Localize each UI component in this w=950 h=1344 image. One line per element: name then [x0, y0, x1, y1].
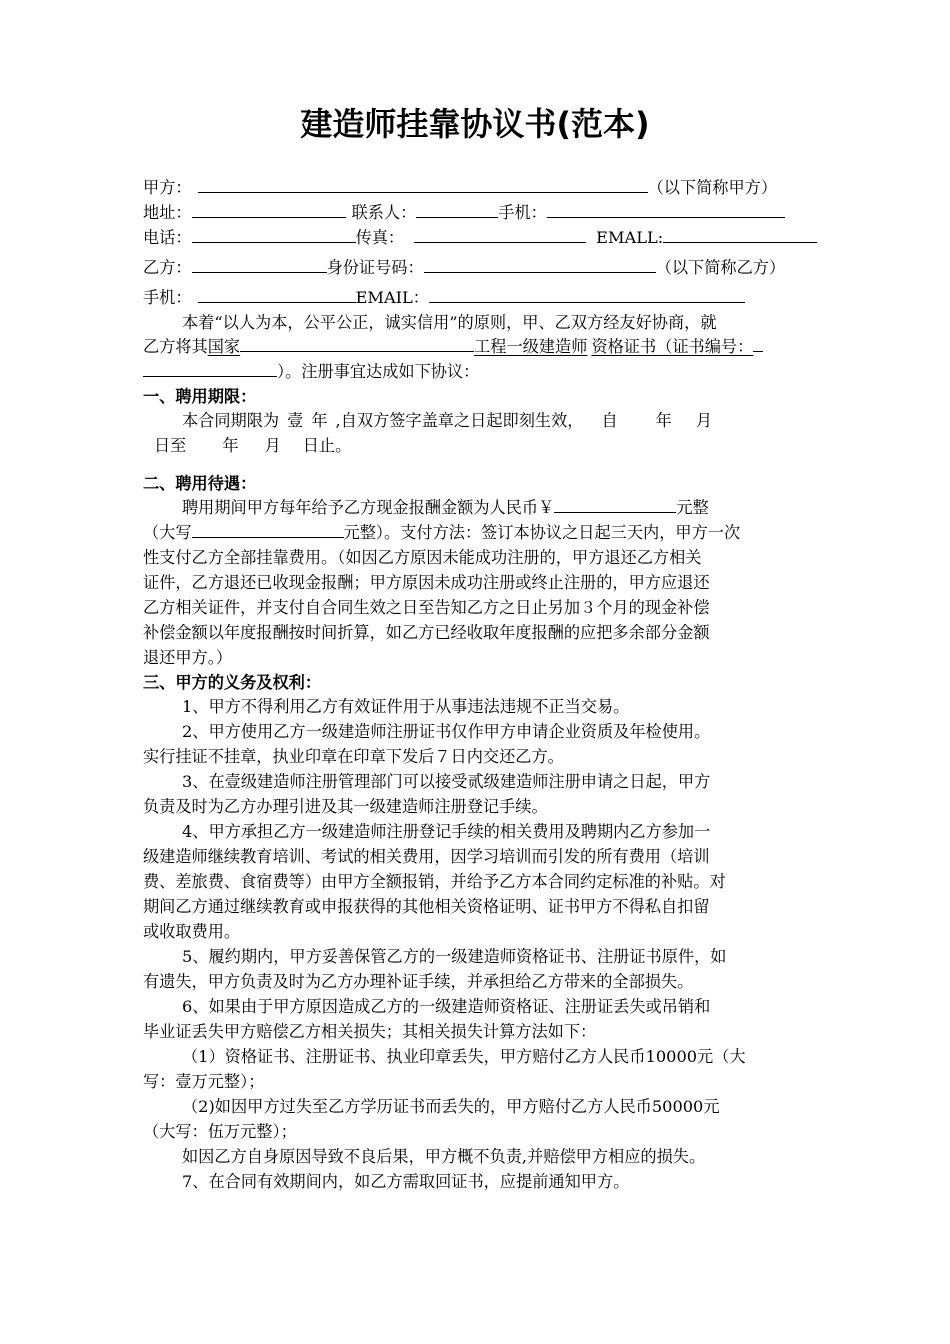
party-a-phone-line	[143, 226, 813, 250]
intro-line-1: 本着“以人为本，公平公正，诚实信用”的原则，甲、乙双方经友好协商，就	[182, 313, 717, 332]
section-2-line-1	[182, 496, 813, 520]
document-title: 建造师挂靠协议书(范本)	[300, 105, 650, 143]
amount-blank	[554, 496, 676, 513]
clause-line: （大写：伍万元整）；	[143, 1122, 297, 1141]
party-a-email-label: EMALL:	[596, 228, 664, 247]
term-year-unit: 年	[311, 411, 328, 430]
clause-line: 或收取费用。	[143, 922, 241, 941]
certificate-label: 资格证书	[591, 337, 657, 356]
clause-line: 期间乙方通过继续教育或申报获得的其他相关资格证明、证书甲方不得私自扣留	[143, 897, 710, 916]
party-a-suffix: （以下简称甲方）	[647, 178, 778, 197]
party-a-line	[143, 176, 813, 200]
party-b-label: 乙方：	[143, 258, 192, 277]
section-2-line-4: 证件，乙方退还已收现金报酬；甲方原因未成功注册或终止注册的，甲方应退还	[143, 573, 710, 592]
party-b-suffix: （以下简称乙方）	[655, 258, 786, 277]
intro-text-3: ）。注册事宜达成如下协议：	[277, 362, 480, 381]
id-number-label: 身份证号码：	[326, 258, 424, 277]
party-b-mobile-blank	[198, 286, 356, 303]
fax-blank	[414, 226, 586, 243]
clause-line: 1、甲方不得利用乙方有效证件用于从事违法违规不正当交易。	[182, 697, 630, 716]
phone-label: 电话：	[143, 228, 192, 247]
clause-line: 有遗失，甲方负责及时为乙方办理补证手续，并承担给乙方带来的全部损失。	[143, 972, 694, 991]
from-month-label: 月	[695, 411, 713, 430]
intro-line-2	[143, 335, 813, 359]
payment-text: 聘用期间甲方每年给予乙方现金报酬金额为人民币￥	[182, 498, 555, 517]
section-1-line-1	[182, 409, 813, 433]
to-day-label: 日止。	[302, 436, 352, 455]
id-number-blank	[424, 256, 656, 273]
to-month-label: 月	[264, 436, 281, 455]
to-year-label: 年	[222, 436, 239, 455]
party-b-email-label: EMAIL：	[355, 288, 429, 307]
certificate-type: 工程一级建造师	[474, 337, 588, 356]
party-b-name-blank	[192, 256, 327, 273]
address-blank	[192, 201, 346, 218]
certificate-number-label: （证书编号：	[656, 337, 754, 356]
phone-blank	[192, 226, 356, 243]
specialty-blank	[240, 335, 474, 352]
clause-line: 5、履约期内，甲方妥善保管乙方的一级建造师资格证书、注册证书原件，如	[182, 947, 727, 966]
payment-method-text: 元整）。支付方法：签订本协议之日起三天内，甲方一次	[343, 523, 741, 542]
section-1-line-2	[154, 434, 824, 458]
clause-line: 级建造师继续教育培训、考试的相关费用，因学习培训而引发的所有费用（培训	[143, 847, 710, 866]
country-field: 国家	[207, 337, 241, 356]
section-1-heading: 一、聘用期限：	[143, 387, 257, 406]
party-a-mobile-label: 手机：	[498, 203, 547, 222]
contact-label: 联系人：	[351, 203, 417, 222]
section-2-heading: 二、聘用待遇：	[143, 474, 257, 493]
clause-line: 写：壹万元整）；	[143, 1072, 265, 1091]
amount-unit: 元整	[676, 498, 709, 517]
party-a-name-blank	[198, 176, 648, 193]
section-2-line-7: 退还甲方。）	[143, 648, 233, 667]
clause-line: 7、在合同有效期间内，如乙方需取回证书，应提前通知甲方。	[182, 1172, 630, 1191]
clause-line: 3、在壹级建造师注册管理部门可以接受贰级建造师注册申请之日起，甲方	[182, 772, 711, 791]
party-b-contact-line	[143, 286, 813, 310]
clause-line: （2)如因甲方过失至乙方学历证书而丢失的，甲方赔付乙方人民币50000元	[182, 1097, 720, 1116]
party-a-label: 甲方：	[143, 178, 192, 197]
term-text: 本合同期限为	[182, 411, 280, 430]
party-b-mobile-label: 手机：	[143, 288, 192, 307]
section-2-line-3: 性支付乙方全部挂靠费用。（如因乙方原因未能成功注册的，甲方退还乙方相关	[143, 548, 702, 567]
party-a-address-line	[143, 201, 813, 225]
clause-line: 负责及时为乙方办理引进及其一级建造师注册登记手续。	[143, 797, 548, 816]
amount-words-blank	[192, 521, 344, 538]
intro-text: 乙方将其	[143, 337, 208, 356]
address-label: 地址：	[143, 203, 192, 222]
party-b-email-blank	[429, 286, 745, 303]
to-label: 日至	[154, 436, 187, 455]
section-2-line-6: 补偿金额以年度报酬按时间折算，如乙方已经收取年度报酬的应把多余部分金额	[143, 623, 710, 642]
from-year-label: 年	[655, 411, 672, 430]
clause-line: 如因乙方自身原因导致不良后果，甲方概不负责,并赔偿甲方相应的损失。	[182, 1147, 706, 1166]
clause-line: 6、如果由于甲方原因造成乙方的一级建造师资格证、注册证丢失或吊销和	[182, 997, 711, 1016]
clause-line: 实行挂证不挂章，执业印章在印章下发后７日内交还乙方。	[143, 747, 564, 766]
intro-line-3	[143, 360, 813, 384]
section-2-line-5: 乙方相关证件，并支付自合同生效之日至告知乙方之日止另加３个月的现金补偿	[143, 598, 710, 617]
clause-line: 毕业证丢失甲方赔偿乙方相关损失；其相关损失计算方法如下：	[143, 1022, 597, 1041]
from-label: 自	[601, 411, 618, 430]
certificate-number-blank-a	[753, 335, 763, 352]
section-2-line-2	[143, 521, 813, 545]
contact-blank	[416, 201, 498, 218]
clause-line: （1）资格证书、注册证书、执业印章丢失，甲方赔付乙方人民币10000元（大	[182, 1047, 746, 1066]
fax-label: 传真：	[355, 228, 405, 247]
party-a-mobile-blank	[547, 201, 785, 218]
amount-words-label: （大写	[143, 523, 192, 542]
section-3-heading: 三、甲方的义务及权利：	[143, 673, 322, 692]
party-b-line	[143, 256, 813, 280]
term-effective: ,自双方签字盖章之日起即刻生效，	[335, 411, 584, 430]
clause-line: 2、甲方使用乙方一级建造师注册证书仅作甲方申请企业资质及年检使用。	[182, 722, 711, 741]
clause-line: 费、差旅费、食宿费等）由甲方全额报销，并给予乙方本合同约定标准的补贴。对	[143, 872, 726, 891]
certificate-number-blank	[143, 360, 277, 377]
clause-line: 4、甲方承担乙方一级建造师注册登记手续的相关费用及聘期内乙方参加一	[182, 822, 711, 841]
term-years: 壹	[287, 411, 304, 430]
party-a-email-blank	[663, 226, 817, 243]
